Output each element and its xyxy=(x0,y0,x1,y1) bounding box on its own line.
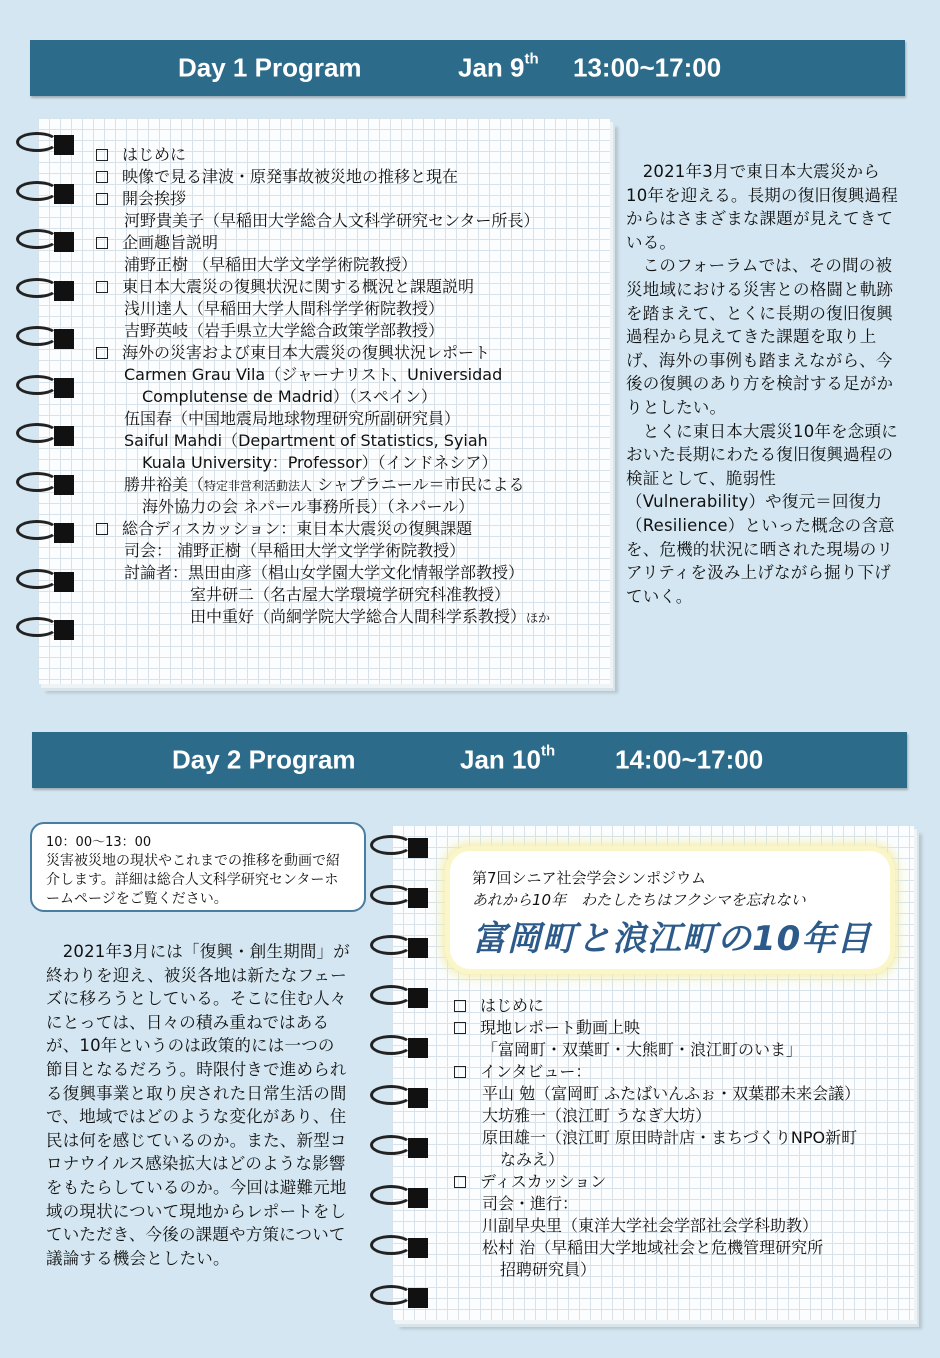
checkbox-icon xyxy=(96,523,108,535)
program-item xyxy=(96,364,550,386)
program-item-text: なみえ） xyxy=(500,1150,565,1169)
spiral-ring xyxy=(370,1185,428,1211)
symposium-subtitle: 第7回シニア社会学会シンポジウム xyxy=(472,869,707,887)
symposium-box xyxy=(450,851,890,969)
checkbox-icon xyxy=(96,171,108,183)
ring-wire xyxy=(370,935,412,955)
ring-hole xyxy=(408,1188,428,1208)
ring-hole xyxy=(408,938,428,958)
ring-hole xyxy=(408,1138,428,1158)
program-item-text: 河野貴美子（早稲田大学総合人文科学研究センター所長） xyxy=(124,211,540,230)
program-item xyxy=(96,144,550,166)
ring-hole xyxy=(54,620,74,640)
program-item-text-rest: シャプラニール＝市民による xyxy=(312,475,525,494)
program-item-text: 映像で見る津波・原発事故被災地の推移と現在 xyxy=(122,167,459,186)
ring-wire xyxy=(16,181,58,201)
spiral-ring xyxy=(370,1135,428,1161)
ring-wire xyxy=(16,569,58,589)
day2-label: Day 2 Program xyxy=(172,744,356,775)
program-item-text: 総合ディスカッション：東日本大震災の復興課題 xyxy=(122,519,473,538)
spiral-ring xyxy=(16,229,74,255)
ring-hole xyxy=(408,1038,428,1058)
program-item xyxy=(454,1237,860,1259)
ring-wire xyxy=(16,520,58,540)
spiral-ring xyxy=(16,423,74,449)
description-paragraph: このフォーラムでは、その間の被災地域における災害との格闘と軌跡を踏まえて、とくに長期の復旧復興過程から見えてきた課題を取り上げ、海外の事例も踏まえながら、今後の復興のあり方を検討する足がかりとしたい。 xyxy=(626,256,894,417)
program-item-note: 特定非営利活動法人 xyxy=(204,479,313,493)
spiral-ring xyxy=(16,617,74,643)
note-time: 10：00～13：00 xyxy=(46,835,152,850)
day2-date-prefix: Jan 10 xyxy=(460,744,541,775)
program-item-text: インタビュー： xyxy=(480,1062,592,1081)
spiral-ring xyxy=(370,885,428,911)
day1-banner xyxy=(30,40,905,96)
program-item xyxy=(96,188,550,210)
day2-date-suffix: th xyxy=(540,742,556,760)
program-item xyxy=(96,210,550,232)
program-item-text: 勝井裕美（ xyxy=(124,475,205,494)
program-item xyxy=(454,1039,860,1061)
ring-hole xyxy=(408,838,428,858)
spiral-ring xyxy=(370,1285,428,1311)
ring-wire xyxy=(16,423,58,443)
program-item-text: 東日本大震災の復興状況に関する概況と課題説明 xyxy=(122,277,475,296)
ring-hole xyxy=(54,523,74,543)
spiral-ring xyxy=(16,569,74,595)
spiral-ring xyxy=(16,472,74,498)
program-item-text: 司会： 浦野正樹（早稲田大学文学学術院教授） xyxy=(124,541,466,560)
ring-wire xyxy=(370,985,412,1005)
checkbox-icon xyxy=(96,347,108,359)
ring-wire xyxy=(16,472,58,492)
program-item-text: 招聘研究員） xyxy=(500,1260,597,1279)
program-item-text: Kuala University：Professor）（インドネシア） xyxy=(142,453,498,472)
program-item xyxy=(96,276,550,298)
checkbox-icon xyxy=(96,149,108,161)
program-item-text: 「富岡町・双葉町・大熊町・浪江町のいま」 xyxy=(482,1040,803,1059)
ring-wire xyxy=(370,835,412,855)
ring-hole xyxy=(54,135,74,155)
day2-description: 2021年3月には「復興・創生期間」が終わりを迎え、被災各地は新たなフェーズに移ろうとしている。そこに住む人々にとっては、日々の積み重ねではあるが、10年というのは政策的には一つの節目となるだろう。時限付きで進められる復興事業と取り戻された日常生活の間で、地域ではどのような変化があり、住民は何を感じているのか。また、新型コロナウイルス感染拡大はどのような影響をもたらしているのか。今回は避難元地域の現状について現地からレポートをしていただき、今後の課題や方策について議論する機会としたい。 xyxy=(46,942,350,1268)
program-item xyxy=(96,408,550,430)
spiral-ring xyxy=(16,326,74,352)
program-item xyxy=(96,496,550,518)
program-item xyxy=(454,995,860,1017)
program-item-text: Complutense de Madrid）（スペイン） xyxy=(142,387,437,406)
program-item xyxy=(96,430,550,452)
description-paragraph: 2021年3月で東日本大震災から10年を迎える。長期の復旧復興過程からはさまざまな課題が見えてきている。 xyxy=(626,162,898,252)
spiral-ring xyxy=(370,1085,428,1111)
program-item xyxy=(96,540,550,562)
ring-hole xyxy=(54,184,74,204)
symposium-tagline: あれから10年 わたしたちはフクシマを忘れない xyxy=(472,891,806,909)
program-item xyxy=(96,298,550,320)
checkbox-icon xyxy=(454,1176,466,1188)
checkbox-icon xyxy=(96,281,108,293)
spiral-ring xyxy=(370,1035,428,1061)
program-item-text: Saiful Mahdi（Department of Statistics, Syiah xyxy=(124,431,488,450)
program-item xyxy=(454,1083,860,1105)
program-item-text: はじめに xyxy=(122,145,187,164)
program-item-text: 平山 勉（富岡町 ふたばいんふぉ・双葉郡未来会議） xyxy=(482,1084,861,1103)
note-text: 災害被災地の現状やこれまでの推移を動画で紹介します。詳細は総合人文科学研究センターホームページをご覧ください。 xyxy=(46,853,340,907)
program-item-text: 討論者：黒田由彦（椙山女学園大学文化情報学部教授） xyxy=(124,563,525,582)
program-item xyxy=(454,1061,860,1083)
program-item xyxy=(96,584,550,606)
program-item xyxy=(96,562,550,584)
ring-wire xyxy=(370,885,412,905)
program-item xyxy=(96,606,550,628)
program-item-text: 原田雄一（浪江町 原田時計店・まちづくりNPO新町 xyxy=(482,1128,858,1147)
program-item-text: 開会挨拶 xyxy=(122,189,187,208)
ring-hole xyxy=(54,232,74,252)
program-item xyxy=(96,518,550,540)
day1-label: Day 1 Program xyxy=(178,52,362,83)
day2-date xyxy=(460,742,556,776)
program-item xyxy=(454,1193,860,1215)
ring-wire xyxy=(16,617,58,637)
program-item-text: 川副早央里（東洋大学社会学部社会学科助教） xyxy=(482,1216,819,1235)
ring-hole xyxy=(408,888,428,908)
spiral-ring xyxy=(16,132,74,158)
program-item xyxy=(454,1149,860,1171)
day2-banner xyxy=(32,732,907,788)
spiral-ring xyxy=(370,1235,428,1261)
spiral-ring xyxy=(16,278,74,304)
day2-video-note xyxy=(30,822,366,912)
day1-program-list xyxy=(96,144,550,628)
ring-wire xyxy=(370,1035,412,1055)
day2-time: 14:00~17:00 xyxy=(615,744,764,775)
program-item xyxy=(96,320,550,342)
checkbox-icon xyxy=(454,1000,466,1012)
ring-hole xyxy=(408,988,428,1008)
program-item-text: 室井研二（名古屋大学環境学研究科准教授） xyxy=(190,585,511,604)
program-item-text: 企画趣旨説明 xyxy=(122,233,219,252)
program-item-note: ほか xyxy=(526,611,551,625)
spiral-ring xyxy=(370,835,428,861)
program-item-text: Carmen Grau Vila（ジャーナリスト、Universidad xyxy=(124,365,503,384)
symposium-title: 富岡町と浪江町の10年目 xyxy=(472,919,872,959)
day1-date xyxy=(458,50,539,84)
program-item xyxy=(454,1171,860,1193)
checkbox-icon xyxy=(454,1066,466,1078)
checkbox-icon xyxy=(454,1022,466,1034)
program-item xyxy=(454,1259,860,1281)
ring-wire xyxy=(370,1285,412,1305)
ring-hole xyxy=(54,281,74,301)
program-item xyxy=(96,166,550,188)
program-item-text: 浅川達人（早稲田大学人間科学学術院教授） xyxy=(124,299,445,318)
ring-hole xyxy=(54,426,74,446)
program-item xyxy=(96,474,550,496)
program-item-text: 田中重好（尚絅学院大学総合人間科学系教授） xyxy=(190,607,527,626)
ring-hole xyxy=(54,329,74,349)
program-item xyxy=(454,1127,860,1149)
ring-hole xyxy=(54,378,74,398)
program-item-text: はじめに xyxy=(480,996,545,1015)
day1-description xyxy=(626,160,898,608)
day1-time: 13:00~17:00 xyxy=(573,52,722,83)
program-item-text: 吉野英岐（岩手県立大学総合政策学部教授） xyxy=(124,321,445,340)
ring-wire xyxy=(16,229,58,249)
program-item-text: 伍国春（中国地震局地球物理研究所副研究員） xyxy=(124,409,461,428)
ring-wire xyxy=(16,326,58,346)
ring-wire xyxy=(370,1085,412,1105)
program-item-text: 司会・進行： xyxy=(482,1194,579,1213)
program-item-text: ディスカッション xyxy=(480,1172,607,1191)
ring-hole xyxy=(408,1088,428,1108)
ring-hole xyxy=(54,475,74,495)
ring-wire xyxy=(16,278,58,298)
spiral-ring xyxy=(16,375,74,401)
spiral-ring xyxy=(370,985,428,1011)
day1-notebook xyxy=(38,118,610,684)
checkbox-icon xyxy=(96,237,108,249)
program-item xyxy=(96,254,550,276)
ring-wire xyxy=(16,132,58,152)
program-item-text: 浦野正樹 （早稲田大学文学学術院教授） xyxy=(124,255,418,274)
program-item-text: 大坊雅一（浪江町 うなぎ大坊） xyxy=(482,1106,712,1125)
ring-hole xyxy=(54,572,74,592)
program-item xyxy=(96,342,550,364)
program-item xyxy=(454,1105,860,1127)
program-item-text: 海外協力の会 ネパール事務所長）（ネパール） xyxy=(142,497,475,516)
spiral-ring xyxy=(370,935,428,961)
description-paragraph: とくに東日本大震災10年を念頭においた長期にわたる復旧復興過程の検証として、脆弱性（Vulnerability）や復元＝回復力（Resilience）といった概念の含意を、危機的状況に晒された現場のリアリティを汲み上げながら掘り下げていく。 xyxy=(626,421,898,606)
day2-program-list xyxy=(454,995,860,1281)
program-item xyxy=(454,1017,860,1039)
ring-hole xyxy=(408,1288,428,1308)
program-item-text: 現地レポート動画上映 xyxy=(480,1018,641,1037)
program-item xyxy=(454,1215,860,1237)
ring-wire xyxy=(370,1135,412,1155)
program-item xyxy=(96,452,550,474)
program-item-text: 松村 治（早稲田大学地域社会と危機管理研究所 xyxy=(482,1238,824,1257)
ring-wire xyxy=(16,375,58,395)
program-item-text: 海外の災害および東日本大震災の復興状況レポート xyxy=(122,343,491,362)
spiral-ring xyxy=(16,181,74,207)
ring-hole xyxy=(408,1238,428,1258)
spiral-ring xyxy=(16,520,74,546)
ring-wire xyxy=(370,1235,412,1255)
ring-wire xyxy=(370,1185,412,1205)
checkbox-icon xyxy=(96,193,108,205)
day1-date-suffix: th xyxy=(524,50,539,68)
program-item xyxy=(96,386,550,408)
program-item xyxy=(96,232,550,254)
day1-date-prefix: Jan 9 xyxy=(458,52,525,83)
